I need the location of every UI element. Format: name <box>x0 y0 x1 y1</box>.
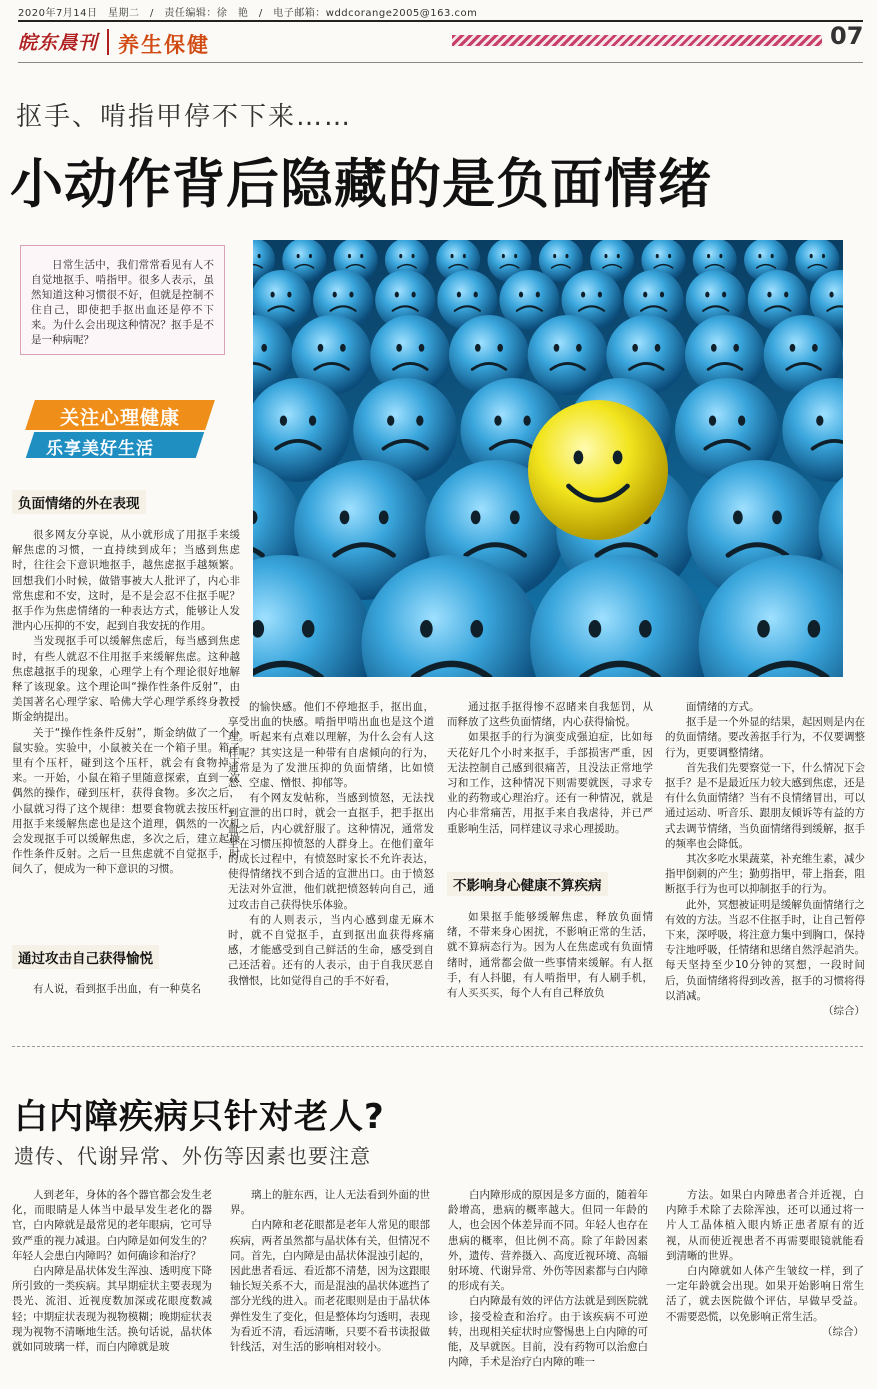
article1-headline: 小动作背后隐藏的是负面情绪 <box>10 154 712 215</box>
article2-column-1 <box>12 1188 212 1355</box>
header-rule-top <box>18 20 863 22</box>
article1-column-2 <box>228 700 434 989</box>
article1-column-3b <box>447 910 653 1001</box>
sad-face-icon <box>528 315 608 395</box>
paragraph: 璃上的脏东西，让人无法看到外面的世界。 <box>230 1189 430 1217</box>
paragraph: 人到老年，身体的各个器官都会发生老化，而眼睛是人体当中最早发生老化的器官，白内障就是最常见的老年眼病，它可导致严重的视力减退。白内障是如何发生的？年轻人会患白内障吗？如何确诊和治疗？ <box>12 1189 212 1262</box>
article1-column-4 <box>665 700 865 1019</box>
article1-column-3 <box>447 700 653 837</box>
header-decor-stripe <box>452 35 822 46</box>
article1-credit: （综合） <box>823 1005 865 1018</box>
paragraph: 白内障最有效的评估方法就是到医院就诊，接受检查和治疗。由于该疾病不可逆转，出现相关症状时应警惕患上白内障的可能，及早就医。目前，没有药物可以治愈白内障，手术是治疗白内障的唯一 <box>448 1295 648 1369</box>
article2-column-4 <box>666 1188 864 1340</box>
paragraph: 白内障和老花眼都是老年人常见的眼部疾病，两者虽然都与晶状体有关，但情况不同。首先，白内障是由晶状体混浊引起的，因此患者看远、看近都不清楚，因为这跟眼轴长短关系不大，而是混浊的晶状体遮挡了部分光线的进入。而老花眼则是由于晶状体弹性发生了变化，但是整体均匀透明，表现为看近不清，看远清晰，只要不看书读报做针线活，对生活的影响相对较小。 <box>230 1219 430 1354</box>
paragraph: 白内障形成的原因是多方面的，随着年龄增高，患病的概率越大。但同一年龄的人，也会因个体差异而不同。年轻人也存在患病的概率，但比例不高。除了年龄因素外，遗传、营养摄入、高度近视环境、高辐射环境、代谢异常、外伤等因素都与白内障的形成有关。 <box>448 1189 648 1293</box>
article1-intro-box: 日常生活中，我们常常看见有人不自觉地抠手、啃指甲。很多人表示，虽然知道这种习惯很不好，但就是控制不住自己，即使把手抠出血还是停不下来。为什么会出现这种情况？抠手是不是一种病呢？ <box>20 245 225 355</box>
paragraph: 首先我们先要察觉一下，什么情况下会抠手？是不是最近压力较大感到焦虑，还是有什么负面情绪？当有不良情绪冒出，可以通过运动、听音乐、跟朋友倾诉等有益的方式去调节情绪，当负面情绪得到缓解，抠手的频率也会降低。 <box>665 761 865 850</box>
page-number: 07 <box>830 22 864 50</box>
header-rule-bottom <box>18 62 863 63</box>
smiley-face-icon <box>528 400 668 540</box>
article2-subtitle: 遗传、代谢异常、外伤等因素也要注意 <box>14 1144 371 1168</box>
paragraph: 如果抠手能够缓解焦虑，释放负面情绪，不带来身心困扰，不影响正常的生活，就不算病态行为。因为人在焦虑或有负面情绪时，通常都会做一些事情来缓解。有人抠手，有人抖腿，有人啃指甲，有人刷手机，有人买买买，每个人有自己释放负 <box>447 911 653 1000</box>
paragraph: 白内障就如人体产生皱纹一样，到了一定年龄就会出现。如果开始影响日常生活了，就去医院做个评估，早做早受益。不需要恐慌，以免影响正常生活。 <box>666 1265 864 1323</box>
article2-column-3 <box>448 1188 648 1370</box>
article2-credit: （综合） <box>822 1325 864 1338</box>
paragraph: 抠手是一个外显的结果，起因则是内在的负面情绪。要改善抠手行为，不仅要调整行为，更要调整情绪。 <box>665 716 865 759</box>
paragraph: 很多网友分享说，从小就形成了用抠手来缓解焦虑的习惯，一直持续到成年；当感到焦虑时，往往会下意识地抠手，越焦虑抠手越频繁。回想我们小时候，做错事被大人批评了，内心非常焦虑和不安，这时，是不是会忍不住抠手呢？抠手作为焦虑情绪的一种表达方式，能够让人发泄内心压抑的不安，起到自我安抚的作用。 <box>12 529 240 633</box>
paragraph: 白内障是晶状体发生浑浊、透明度下降所引致的一类疾病。其早期症状主要表现为畏光、流泪、近视度数加深或花眼度数减轻；中期症状表现为视物模糊；晚期症状表现为视物不清晰地生活。换句话说，晶状体就如同玻璃一样，而白内障就是玻 <box>12 1265 212 1354</box>
article1-subtitle: 抠手、啃指甲停不下来…… <box>16 102 353 132</box>
paragraph: 有个网友发帖称，当感到愤怒，无法找到宣泄的出口时，就会一直抠手，把手抠出血之后，内心就舒服了。这种情况，通常发生在习惯压抑愤怒的人群身上。在他们童年的成长过程中，有愤怒时家长不允许表达，使得情绪找不到合适的宣泄出口。由于愤怒无法对外宣泄，他们就把愤怒转向自己，通过攻击自己获得快乐体验。 <box>228 792 434 911</box>
smiley-balls-photo <box>253 240 843 677</box>
masthead-logo: 皖东晨刊 <box>18 32 99 54</box>
paragraph: 的愉快感。他们不停地抠手，抠出血，享受出血的快感。啃指甲啃出血也是这个道理。听起来有点难以理解，为什么会有人这样呢？其实这是一种带有自虐倾向的行为，通常是为了发泄压抑的负面情绪，比如愤怒、空虚、憎恨、抑郁等。 <box>228 701 434 790</box>
article1-column-1b <box>12 982 240 997</box>
paragraph: 此外，冥想被证明是缓解负面情绪行之有效的方法。当忍不住抠手时，让自己暂停下来，深呼吸，将注意力集中到胸口，保持专注地呼吸，任情绪和思绪自然浮起消失。每天坚持至少10分钟的冥想，一段时间后，负面情绪将得到改善，抠手的习惯将得以消减。 <box>665 898 865 1002</box>
paragraph: 面情绪的方式。 <box>686 701 760 713</box>
paragraph: 其次多吃水果蔬菜，补充维生素，减少指甲倒刺的产生；勤剪指甲，带上指套，阻断抠手行为也可以抑制抠手的行为。 <box>665 853 865 896</box>
article2-headline: 白内障疾病只针对老人? <box>14 1097 385 1137</box>
article1-subhead-2: 通过攻击自己获得愉悦 <box>12 945 159 969</box>
paragraph: 有人说，看到抠手出血，有一种莫名 <box>33 983 201 995</box>
page-meta-line: 2020年7月14日 星期二 / 责任编辑：徐 艳 / 电子邮箱：wddcorange2005@163.com <box>18 8 478 19</box>
article1-subhead-3: 不影响身心健康不算疾病 <box>447 872 608 896</box>
banner-line-2: 乐享美好生活 <box>46 439 154 459</box>
article2-column-2 <box>230 1188 430 1355</box>
article1-column-1a <box>12 528 240 878</box>
article-divider <box>12 1046 863 1047</box>
paragraph: 当发现抠手可以缓解焦虑后，每当感到焦虑时，有些人就忍不住用抠手来缓解焦虑。这种越焦虑越抠手的现象，心理学上有个理论很好地解释了该现象。这个理论叫“操作性条件反射”，由美国著名心理学家、哈佛大学心理学系终身教授斯金纳提出。 <box>12 635 240 724</box>
paragraph: 如果抠手的行为演变成强迫症，比如每天花好几个小时来抠手，手部损害严重，因无法控制自己感到很痛苦，且没法正常地学习和工作，这种情况下则需要就医，寻求专业的药物或心理治疗。还有一种情况，就是内心非常痛苦，用抠手来自我虐待，并已严重影响生活，同样建议寻求心理援助。 <box>447 731 653 835</box>
paragraph: 方法。如果白内障患者合并近视，白内障手术除了去除浑浊，还可以通过将一片人工晶体植入眼内矫正患者原有的近视，从而使近视患者不再需要眼镜就能看到清晰的世界。 <box>666 1189 864 1262</box>
banner-line-1: 关注心理健康 <box>60 407 181 429</box>
paragraph: 通过抠手抠得惨不忍睹来自我惩罚，从而释放了这些负面情绪，内心获得愉悦。 <box>447 701 653 729</box>
section-title: 养生保健 <box>118 33 210 57</box>
masthead-separator <box>107 29 109 55</box>
paragraph: 有的人则表示，当内心感到虚无麻木时，就不自觉抠手，直到抠出血获得疼痛感，才能感受到自己鲜活的生命，感受到自己还活着。还有的人表示，由于自我厌恶自我憎恨，比如觉得自己的手不好看， <box>228 913 434 987</box>
article1-subhead-1: 负面情绪的外在表现 <box>12 490 146 514</box>
paragraph: 关于“操作性条件反射”，斯金纳做了一个小鼠实验。实验中，小鼠被关在一个箱子里。箱子里有个压杆，碰到这个压杆，就会有食物掉下来。一开始，小鼠在箱子里随意探索，直到一次偶然的操作，碰到压杆，获得食物。多次之后，小鼠就习得了这个规律：想要食物就去按压杆。用抠手来缓解焦虑也是这个道理，偶然的一次机会发现抠手可以缓解焦虑，多次之后，建立起操作性条件反射。之后一旦焦虑就不自觉抠手，时间久了，便成为一种下意识的习惯。 <box>12 726 240 876</box>
